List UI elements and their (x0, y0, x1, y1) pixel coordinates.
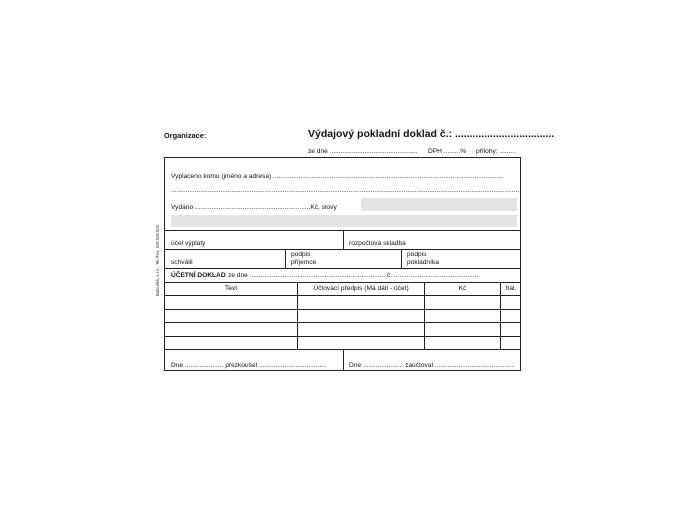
amount-words-box (361, 198, 517, 211)
table-col-divider-1 (297, 282, 298, 349)
date-line: ze dne ................................................ (308, 148, 418, 155)
recipient-cashier-divider (401, 249, 402, 268)
table-row-line-3 (165, 322, 520, 323)
table-header-accounting: Účtovací předpis (Má dáti - účet) (313, 285, 409, 292)
divider-approved (165, 249, 520, 250)
purpose-label: účel výplaty (171, 240, 206, 247)
amount-words-box-2 (171, 215, 517, 227)
posted-by-field: Dne ...................... zaúčtoval ........................................... (349, 362, 514, 369)
approved-recipient-divider (285, 249, 286, 268)
accounting-document-label: ÚČETNÍ DOKLAD (171, 272, 226, 279)
organization-label: Organizace: (164, 131, 207, 140)
table-header-text: Text (224, 285, 238, 292)
purpose-budget-divider (343, 230, 344, 249)
cashier-signature-label: podpis pokladníka (407, 251, 439, 266)
table-row-line-1 (165, 295, 520, 296)
approved-label: schválil (171, 259, 193, 266)
attachments-line: přílohy: ......... (476, 148, 516, 155)
budget-label: rozpočtová skladba (349, 240, 406, 247)
printer-side-text: Baloušek, s.r.o., Tel./Fax: 000 000 000 (155, 224, 160, 296)
divider-table-header (165, 282, 520, 283)
accounting-date-line: ze dne .......................................................................... č. .............................................. (228, 272, 479, 279)
vat-line: DPH .........% (428, 148, 467, 155)
table-col-divider-2 (424, 282, 425, 349)
document-title: Výdajový pokladní doklad č.: .................................. (308, 128, 555, 140)
issued-amount-field: Vydáno ...............................................................Kč, slovy (171, 204, 337, 211)
table-row-line-4 (165, 336, 520, 337)
checked-by-field: Dne ..................... přezkoušel ..................................... (171, 362, 327, 369)
voucher-form (164, 157, 521, 371)
paid-to-field: Vyplaceno komu (jméno a adresa) .............................................................................................................................. (171, 173, 504, 180)
table-col-divider-3 (500, 282, 501, 349)
table-header-czk: Kč (458, 285, 467, 292)
table-row-line-2 (165, 309, 520, 310)
footer-divider (343, 349, 344, 371)
table-header-hal: hal. (505, 285, 517, 292)
recipient-signature-label: podpis příjemce (291, 251, 317, 266)
divider-accounting (165, 268, 520, 269)
address-dots-line: .............................................................................................................................................................................................. (171, 187, 520, 194)
